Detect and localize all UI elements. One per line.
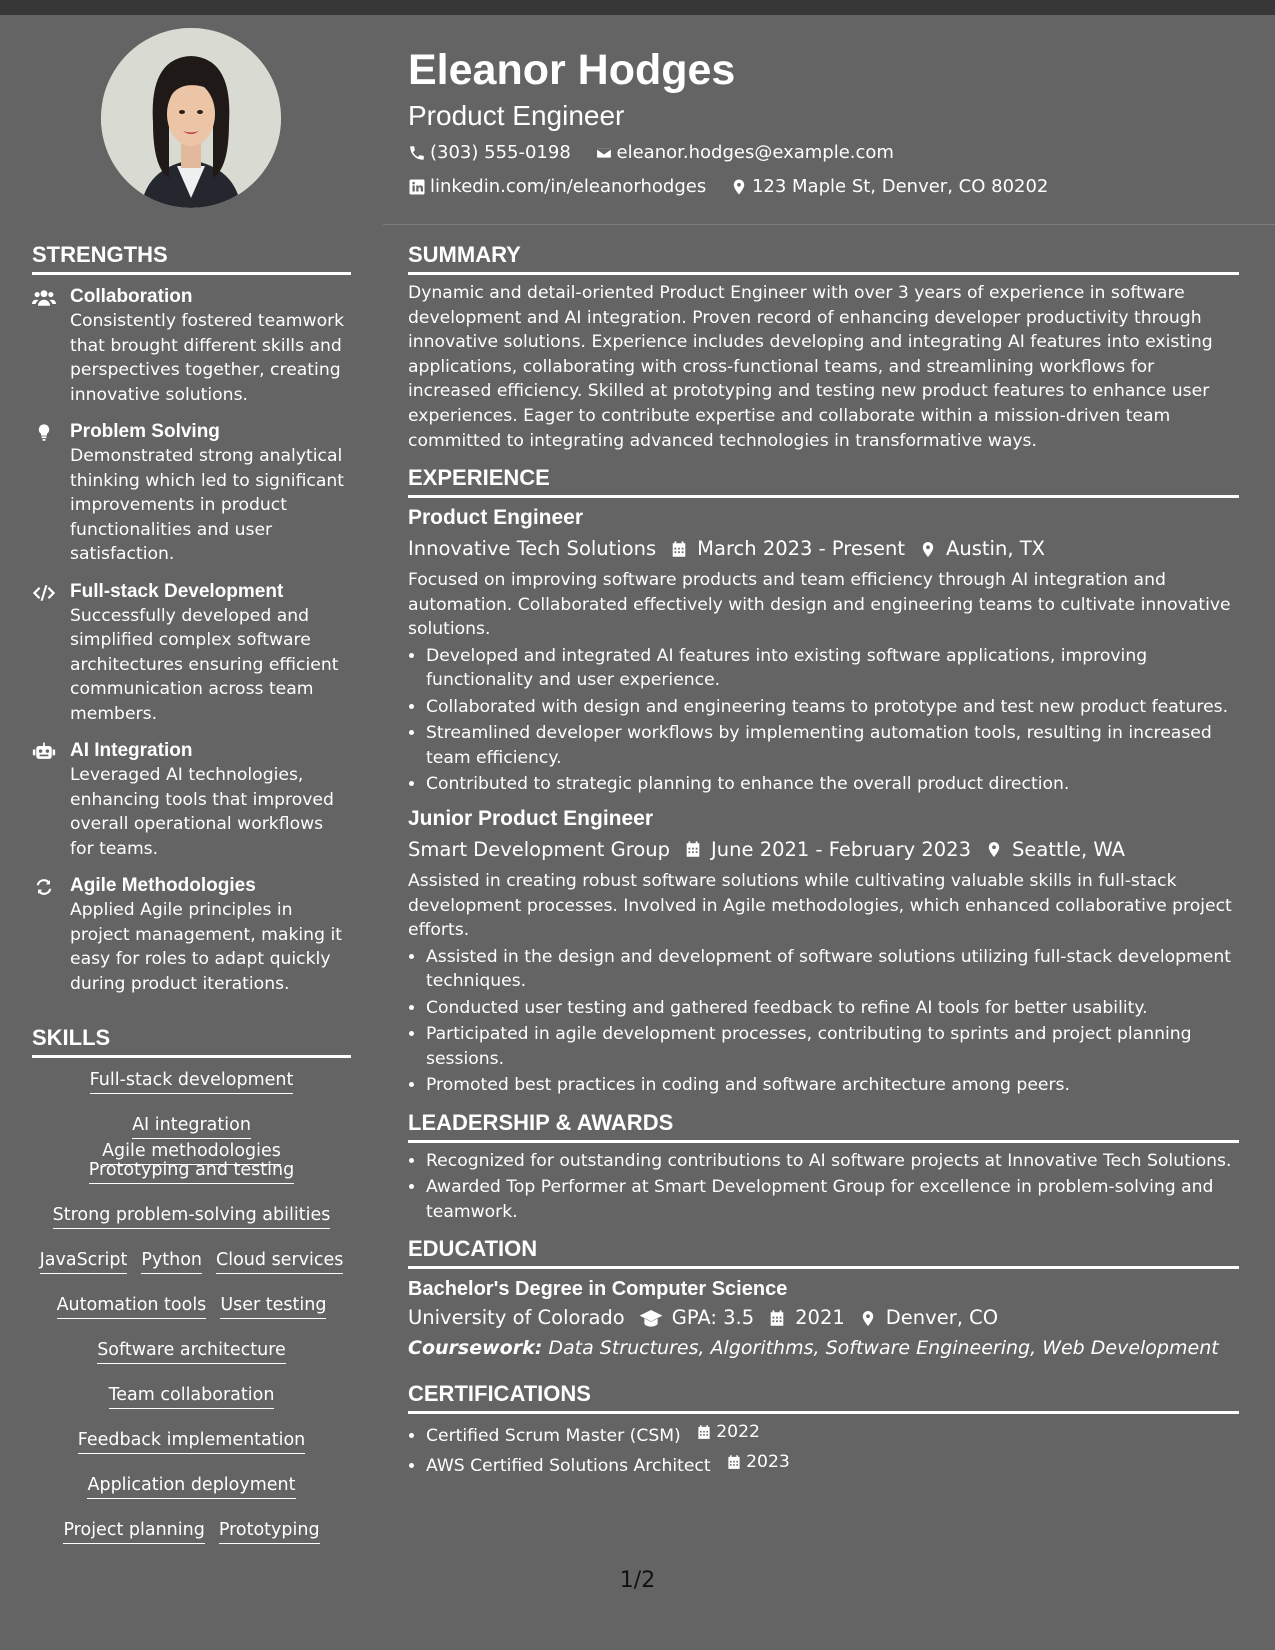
calendar-icon (696, 1424, 712, 1441)
strength-desc: Leveraged AI technologies, enhancing tools that improved overall operational workflows for teams. (70, 765, 334, 859)
contact-row-2 (408, 172, 1268, 206)
certification-name: Certified Scrum Master (CSM) (426, 1425, 681, 1446)
skill-row (32, 1068, 351, 1113)
skill-row (32, 1113, 351, 1161)
certification-item (426, 1450, 1239, 1478)
experience-section (408, 463, 1239, 1098)
job-title: Product Engineer (408, 506, 584, 530)
phone-contact[interactable] (408, 138, 571, 168)
leadership-item: • Awarded Top Performer at Smart Development Group for excellence in problem-solving and teamwork. (426, 1175, 1239, 1224)
skills-list (32, 1068, 351, 1563)
map-pin-icon (730, 178, 748, 196)
skill-tag: Project planning (63, 1518, 204, 1544)
skill-tag: Automation tools (57, 1293, 207, 1319)
certifications-list (408, 1420, 1239, 1479)
candidate-name: Eleanor Hodges (408, 46, 736, 94)
coursework (408, 1333, 1239, 1363)
address-contact (730, 172, 1048, 202)
job-bullet: • Assisted in the design and development of software solutions utilizing full-stack development techniques. (426, 945, 1239, 994)
job-bullets (408, 644, 1239, 797)
calendar-icon (768, 1309, 786, 1328)
certifications-section (408, 1379, 1239, 1479)
skill-tag: Agile methodologies (102, 1139, 281, 1165)
email-contact[interactable] (595, 138, 894, 168)
strength-item (32, 874, 351, 996)
skills-heading: SKILLS (32, 1023, 351, 1058)
job-bullets (408, 945, 1239, 1098)
resume-header (408, 42, 1268, 206)
job-bullet: • Streamlined developer workflows by implementing automation tools, resulting in increased team efficiency. (426, 721, 1239, 770)
skill-tag: Cloud services (216, 1248, 343, 1274)
phone-text: (303) 555-0198 (430, 142, 571, 163)
strength-title: Full-stack Development (70, 580, 284, 602)
summary-text: Dynamic and detail-oriented Product Engineer with over 3 years of experience in software development and AI integration. Proven record of enhancing developer productivity through innovative solutions. Experience includes developing and integrating AI features into existing applications, collaborating with cross-functional teams, and streamlining workflows for increased efficiency. Skilled at prototyping and testing new product features to enhance user experiences. Eager to contribute expertise and collaborate within a mission-driven team committed to integrating advanced technologies in transformative ways. (408, 283, 1213, 451)
skill-row (32, 1338, 351, 1383)
map-pin-icon (919, 540, 937, 559)
education-section (408, 1234, 1239, 1363)
map-pin-icon (859, 1309, 877, 1328)
skill-tag: Python (141, 1248, 202, 1274)
skill-row (32, 1203, 351, 1248)
strength-desc: Applied Agile principles in project management, making it easy for roles to adapt quickly during product iterations. (70, 900, 342, 994)
certification-item (426, 1420, 1239, 1448)
job-bullet: • Participated in agile development processes, contributing to sprints and project planning sessions. (426, 1022, 1239, 1071)
skill-row (32, 1158, 351, 1203)
leadership-section (408, 1108, 1239, 1225)
leadership-list (408, 1149, 1239, 1225)
phone-icon (408, 144, 426, 162)
certification-name: AWS Certified Solutions Architect (426, 1456, 711, 1477)
job-location: Seattle, WA (1012, 837, 1125, 861)
education-meta (408, 1303, 1239, 1333)
strength-item (32, 739, 351, 861)
profile-photo (101, 28, 281, 208)
job-location: Austin, TX (946, 537, 1045, 561)
strength-title: AI Integration (70, 740, 193, 761)
skill-tag: Strong problem-solving abilities (53, 1203, 331, 1229)
job-entry (408, 504, 1239, 797)
skill-tag: Full-stack development (90, 1068, 294, 1094)
job-company: Innovative Tech Solutions (408, 537, 657, 561)
graduation-year: 2021 (795, 1306, 845, 1330)
school-name: University of Colorado (408, 1306, 625, 1330)
skill-tag: AI integration (132, 1113, 251, 1139)
left-column (32, 240, 351, 1563)
job-bullet: • Promoted best practices in coding and software architecture among peers. (426, 1073, 1239, 1098)
email-text: eleanor.hodges@example.com (616, 142, 894, 163)
candidate-title: Product Engineer (408, 100, 625, 131)
page-number: 1/2 (619, 1568, 656, 1593)
strength-title: Collaboration (70, 286, 193, 307)
job-bullet: • Collaborated with design and engineering teams to prototype and test new product features. (426, 695, 1239, 720)
skill-row (32, 1473, 351, 1518)
job-company: Smart Development Group (408, 837, 671, 861)
job-description: Assisted in creating robust software solutions while cultivating valuable skills in full-stack development processes. Involved in Agile methodologies, which enhanced collaborative project efforts. (408, 870, 1232, 941)
skill-tag: Application deployment (87, 1473, 295, 1499)
strength-item (32, 420, 351, 567)
school-location: Denver, CO (885, 1306, 999, 1330)
skill-tag: User testing (220, 1293, 326, 1319)
strength-desc: Demonstrated strong analytical thinking which led to significant improvements in product functionalities and user satisfaction. (70, 446, 345, 564)
lightbulb-icon (32, 423, 56, 443)
right-column (408, 240, 1239, 1489)
map-pin-icon (985, 840, 1003, 859)
top-bar (0, 0, 1275, 15)
skill-row (32, 1428, 351, 1473)
users-icon (32, 288, 56, 308)
strength-desc: Consistently fostered teamwork that brought different skills and perspectives together, creating innovative solutions. (70, 311, 345, 405)
skill-row (32, 1293, 351, 1338)
strengths-heading: STRENGTHS (32, 240, 351, 275)
linkedin-text: linkedin.com/in/eleanorhodges (430, 176, 707, 197)
contact-row-1 (408, 138, 1268, 172)
job-bullet: • Contributed to strategic planning to enhance the overall product direction. (426, 772, 1239, 797)
strength-item (32, 580, 351, 727)
skill-tag: Prototyping and testing (89, 1158, 294, 1184)
calendar-icon (684, 840, 702, 859)
header-divider (383, 224, 1275, 225)
skill-row (32, 1383, 351, 1428)
job-bullet: • Conducted user testing and gathered feedback to refine AI tools for better usability. (426, 996, 1239, 1021)
strength-desc: Successfully developed and simplified complex software architectures ensuring efficient communication across team members. (70, 605, 339, 724)
skill-tag: Prototyping (219, 1518, 320, 1544)
coursework-label: Coursework: (408, 1337, 543, 1360)
robot-icon (32, 742, 56, 762)
degree-title: Bachelor's Degree in Computer Science (408, 1278, 788, 1301)
skill-tag: Feedback implementation (78, 1428, 306, 1454)
experience-heading: EXPERIENCE (408, 463, 1239, 498)
linkedin-icon (408, 178, 426, 196)
skill-tag: Software architecture (97, 1338, 286, 1364)
job-bullet: • Developed and integrated AI features into existing software applications, improving functionality and user experience. (426, 644, 1239, 693)
certifications-heading: CERTIFICATIONS (408, 1379, 1239, 1414)
calendar-icon (670, 540, 688, 559)
job-dates: March 2023 - Present (697, 537, 906, 561)
strength-item (32, 285, 351, 407)
summary-section (408, 240, 1239, 453)
job-dates: June 2021 - February 2023 (711, 837, 971, 861)
certification-year: 2023 (746, 1452, 790, 1473)
leadership-heading: LEADERSHIP & AWARDS (408, 1108, 1239, 1143)
skill-tag: Team collaboration (109, 1383, 275, 1409)
job-entry (408, 805, 1239, 1098)
skill-tag: JavaScript (40, 1248, 128, 1274)
address-text: 123 Maple St, Denver, CO 80202 (751, 176, 1049, 197)
education-heading: EDUCATION (408, 1234, 1239, 1269)
summary-heading: SUMMARY (408, 240, 1239, 275)
strength-title: Problem Solving (70, 421, 220, 442)
skill-row (32, 1518, 351, 1563)
coursework-text: Data Structures, Algorithms, Software Engineering, Web Development (548, 1337, 1219, 1360)
job-title: Junior Product Engineer (408, 806, 654, 830)
linkedin-contact[interactable] (408, 172, 706, 202)
skill-row (32, 1248, 351, 1293)
job-description: Focused on improving software products and team efficiency through AI integration and automation. Collaborated effectively with design and engineering teams to cultivate innovative solutions. (408, 570, 1231, 640)
gpa: GPA: 3.5 (671, 1306, 755, 1330)
strength-title: Agile Methodologies (70, 875, 256, 896)
certification-year: 2022 (716, 1422, 760, 1443)
calendar-icon (726, 1454, 742, 1471)
leadership-item: • Recognized for outstanding contributions to AI software projects at Innovative Tech Solutions. (426, 1149, 1239, 1174)
graduation-cap-icon (639, 1309, 663, 1328)
code-icon (32, 583, 56, 603)
job-meta (408, 835, 1239, 865)
envelope-icon (595, 144, 613, 162)
sync-icon (32, 877, 56, 897)
job-meta (408, 534, 1239, 564)
